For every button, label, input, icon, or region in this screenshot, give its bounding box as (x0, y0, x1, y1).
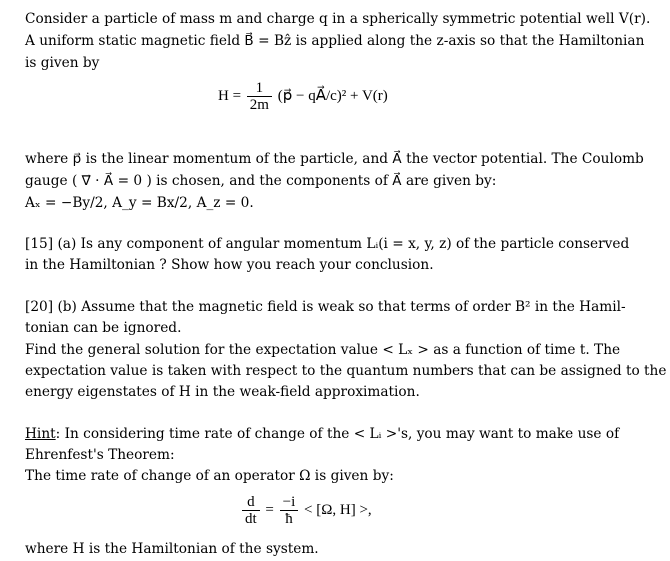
definitions-line-3: Aₓ = −By/2, A_y = Bx/2, A_z = 0. (25, 195, 254, 211)
hint-line-1-rest: : In considering time rate of change of the < Lᵢ >'s, you may want to make use of (55, 426, 620, 442)
definitions-line-1: where p⃗ is the linear momentum of the particle, and A⃗ the vector potential. The Coulomb (25, 151, 644, 167)
hint-line-3: The time rate of change of an operator Ω is given by: (25, 468, 394, 484)
hamiltonian-equation (218, 80, 388, 113)
hint-label: Hint (25, 426, 56, 442)
part-b-line-3: Find the general solution for the expectation value < Lₓ > as a function of time t. The (25, 342, 621, 358)
part-b-line-4: expectation value is taken with respect to the quantum numbers that can be assigned to the (25, 363, 667, 379)
part-a-line-2: in the Hamiltonian ? Show how you reach your conclusion. (25, 257, 434, 273)
closing-line-1: where H is the Hamiltonian of the system. (25, 541, 319, 557)
definitions-line-2: gauge ( ∇⃗ · A⃗ = 0 ) is chosen, and the components of A⃗ are given by: (25, 173, 497, 189)
ehrenfest-rhs-fraction (280, 494, 299, 527)
hamiltonian-lhs: H = (218, 87, 242, 104)
ehrenfest-equals: = (265, 501, 274, 518)
part-a-line-1: [15] (a) Is any component of angular momentum Lᵢ(i = x, y, z) of the particle conserved (25, 236, 630, 252)
hamiltonian-fraction (247, 80, 272, 113)
intro-line-1: Consider a particle of mass m and charge q in a spherically symmetric potential well V(r). (25, 11, 651, 27)
part-b-line-5: energy eigenstates of H in the weak-field approximation. (25, 384, 420, 400)
hamiltonian-frac-den: 2m (249, 97, 269, 113)
ehrenfest-lhs-num: d (242, 494, 260, 511)
ehrenfest-rhs-den: ħ (285, 511, 293, 527)
ehrenfest-equation (240, 494, 372, 527)
hint-line-2: Ehrenfest's Theorem: (25, 447, 175, 463)
intro-line-3: is given by (25, 55, 100, 71)
hamiltonian-frac-num: 1 (247, 80, 272, 97)
hint-line-1 (25, 426, 619, 442)
ehrenfest-lhs-den: dt (245, 511, 257, 527)
ehrenfest-rhs-num: −i (280, 494, 299, 511)
part-b-line-2: tonian can be ignored. (25, 320, 182, 336)
intro-line-2: A uniform static magnetic field B⃗ = Bẑ is applied along the z-axis so that the Hamiltonian (25, 33, 645, 49)
part-b-line-1: [20] (b) Assume that the magnetic field is weak so that terms of order B² in the Hamil- (25, 299, 626, 315)
ehrenfest-rhs: < [Ω, H] >, (304, 501, 372, 518)
hamiltonian-rhs: (p⃗ − qA⃗/c)² + V(r) (277, 87, 388, 104)
ehrenfest-lhs-fraction (242, 494, 260, 527)
